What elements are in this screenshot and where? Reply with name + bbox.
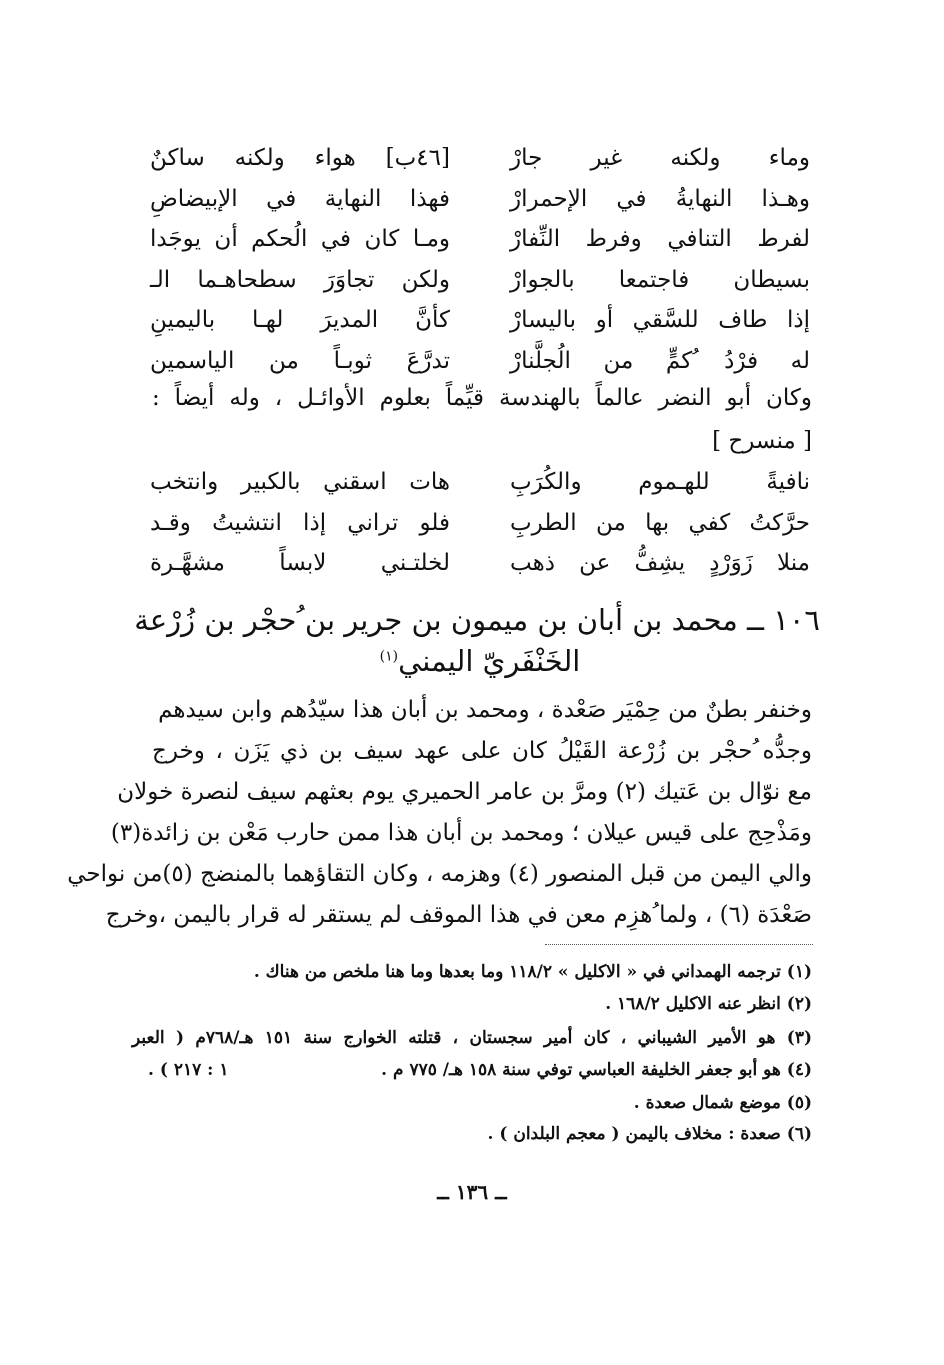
paragraph-line: مع نوّال بن عَتيك (٢) ومرَّ بن عامر الحميري يوم بعثهم سيف لنصرة خولان (117, 779, 812, 805)
page-number: ــ ١٣٦ ــ (437, 1180, 507, 1204)
verse-line (150, 341, 810, 382)
verse-second-hemistich: حرَّكتُ كفي بها من الطربِ (510, 509, 810, 536)
verse-first-hemistich: فهذا النهاية في الإبيضاضِ (150, 185, 450, 212)
footnote: (١) ترجمه الهمداني في « الاكليل » ١١٨/٢ وما بعدها وما هنا ملخص من هناك . (253, 962, 812, 982)
verse-line (150, 543, 810, 584)
entry-heading-name: الخَنْفَريّ اليمني (398, 644, 581, 678)
footnote: (٢) انظر عنه الاكليل ١٦٨/٢ . (605, 994, 812, 1014)
verse-line (150, 300, 810, 341)
verse-first-hemistich: [٤٦ب] هواء ولكنه ساكنٌ (150, 145, 450, 172)
verse-first-hemistich: فلو تراني إذا انتشيتُ وقـد (150, 509, 450, 536)
verse-line (150, 462, 810, 503)
poem-block-1 (150, 138, 810, 381)
paragraph-line: والي اليمن من قبل المنصور (٤) وهزمه ، وكان التقاؤهما بالمنضج (٥)من نواحي (67, 861, 812, 887)
footnote: (٥) موضع شمال صعدة . (633, 1093, 812, 1113)
paragraph-line: ومَذْحِج على قيس عيلان ؛ ومحمد بن أبان هذا ممن حارب مَعْن بن زائدة(٣) (110, 820, 812, 846)
footnote: (٣) هو الأمير الشيباني ، كان أمير سجستان ، قتلته الخوارج سنة ١٥١ هـ/٧٦٨م ( العبر (132, 1028, 813, 1048)
verse-first-hemistich: كأنَّ المديرَ لهـا باليمينِ (150, 307, 450, 334)
footnote: (٤) هو أبو جعفر الخليفة العباسي توفي سنة ١٥٨ هـ/ ٧٧٥ م . (381, 1060, 812, 1080)
verse-line (150, 138, 810, 179)
verse-first-hemistich: ولكن تجاوَرَ سطحاهـما الـ (150, 266, 450, 293)
intro-line: وكان أبو النضر عالماً بالهندسة قيِّماً بعلوم الأوائـل ، وله أيضاً : (152, 385, 812, 411)
footnote: (٦) صعدة : مخلاف باليمن ( معجم البلدان ) . (487, 1124, 812, 1144)
verse-first-hemistich: هات اسقني بالكبير وانتخب (150, 469, 450, 496)
verse-second-hemistich: له فرْدُ ُكمٍّ من الُجلَّنارْ (510, 347, 810, 374)
meter-label: [ منسرح ] (712, 428, 812, 454)
verse-second-hemistich: بسيطان فاجتمعا بالجوارْ (510, 266, 810, 293)
verse-line (150, 219, 810, 260)
verse-second-hemistich: وهـذا النهايةُ في الإحمرارْ (510, 185, 810, 212)
verse-line (150, 503, 810, 544)
paragraph-line: وخنفر بطنٌ من حِمْيَر صَعْدة ، ومحمد بن أبان هذا سيّدُهم وابن سيدهم (158, 697, 812, 723)
verse-line (150, 179, 810, 220)
entry-heading-line2 (140, 644, 820, 678)
verse-first-hemistich: ومـا كان في الُحكم أن يوجَدا (150, 226, 450, 253)
verse-first-hemistich: لخلتـني لابساً مشهَّـرة (150, 550, 450, 577)
entry-heading-line1: ١٠٦ ــ محمد بن أبان بن ميمون بن جرير بن ُحجْر بن زُرْعة (134, 603, 820, 637)
verse-second-hemistich: منلا زَوَرْدٍ يشِفُّ عن ذهب (510, 550, 810, 577)
verse-second-hemistich: نافيةً للهـموم والكُرَبِ (510, 469, 810, 496)
paragraph-line: وجدُّه ُحجْر بن زُرْعة القَيْلُ كان على عهد سيف بن ذي يَزَن ، وخرج (152, 738, 812, 764)
verse-first-hemistich: تدرَّعَ ثوبـاً من الياسمين (150, 347, 450, 374)
verse-second-hemistich: إذا طاف للسَّقي أو باليسارْ (510, 307, 810, 334)
verse-second-hemistich: وماء ولكنه غير جارْ (510, 145, 810, 172)
poem-block-2 (150, 462, 810, 584)
verse-second-hemistich: لفرط التنافي وفرط النِّفارْ (510, 226, 810, 253)
verse-line (150, 260, 810, 301)
footnote-separator (545, 944, 813, 945)
paragraph-line: صَعْدَة (٦) ، ولما ُهزِم معن في هذا الموقف لم يستقر له قرار باليمن ،وخرج (105, 902, 812, 928)
footnote-ref: (١) (379, 648, 399, 665)
footnote-continuation: ١ : ٢١٧ ) . (148, 1060, 229, 1080)
